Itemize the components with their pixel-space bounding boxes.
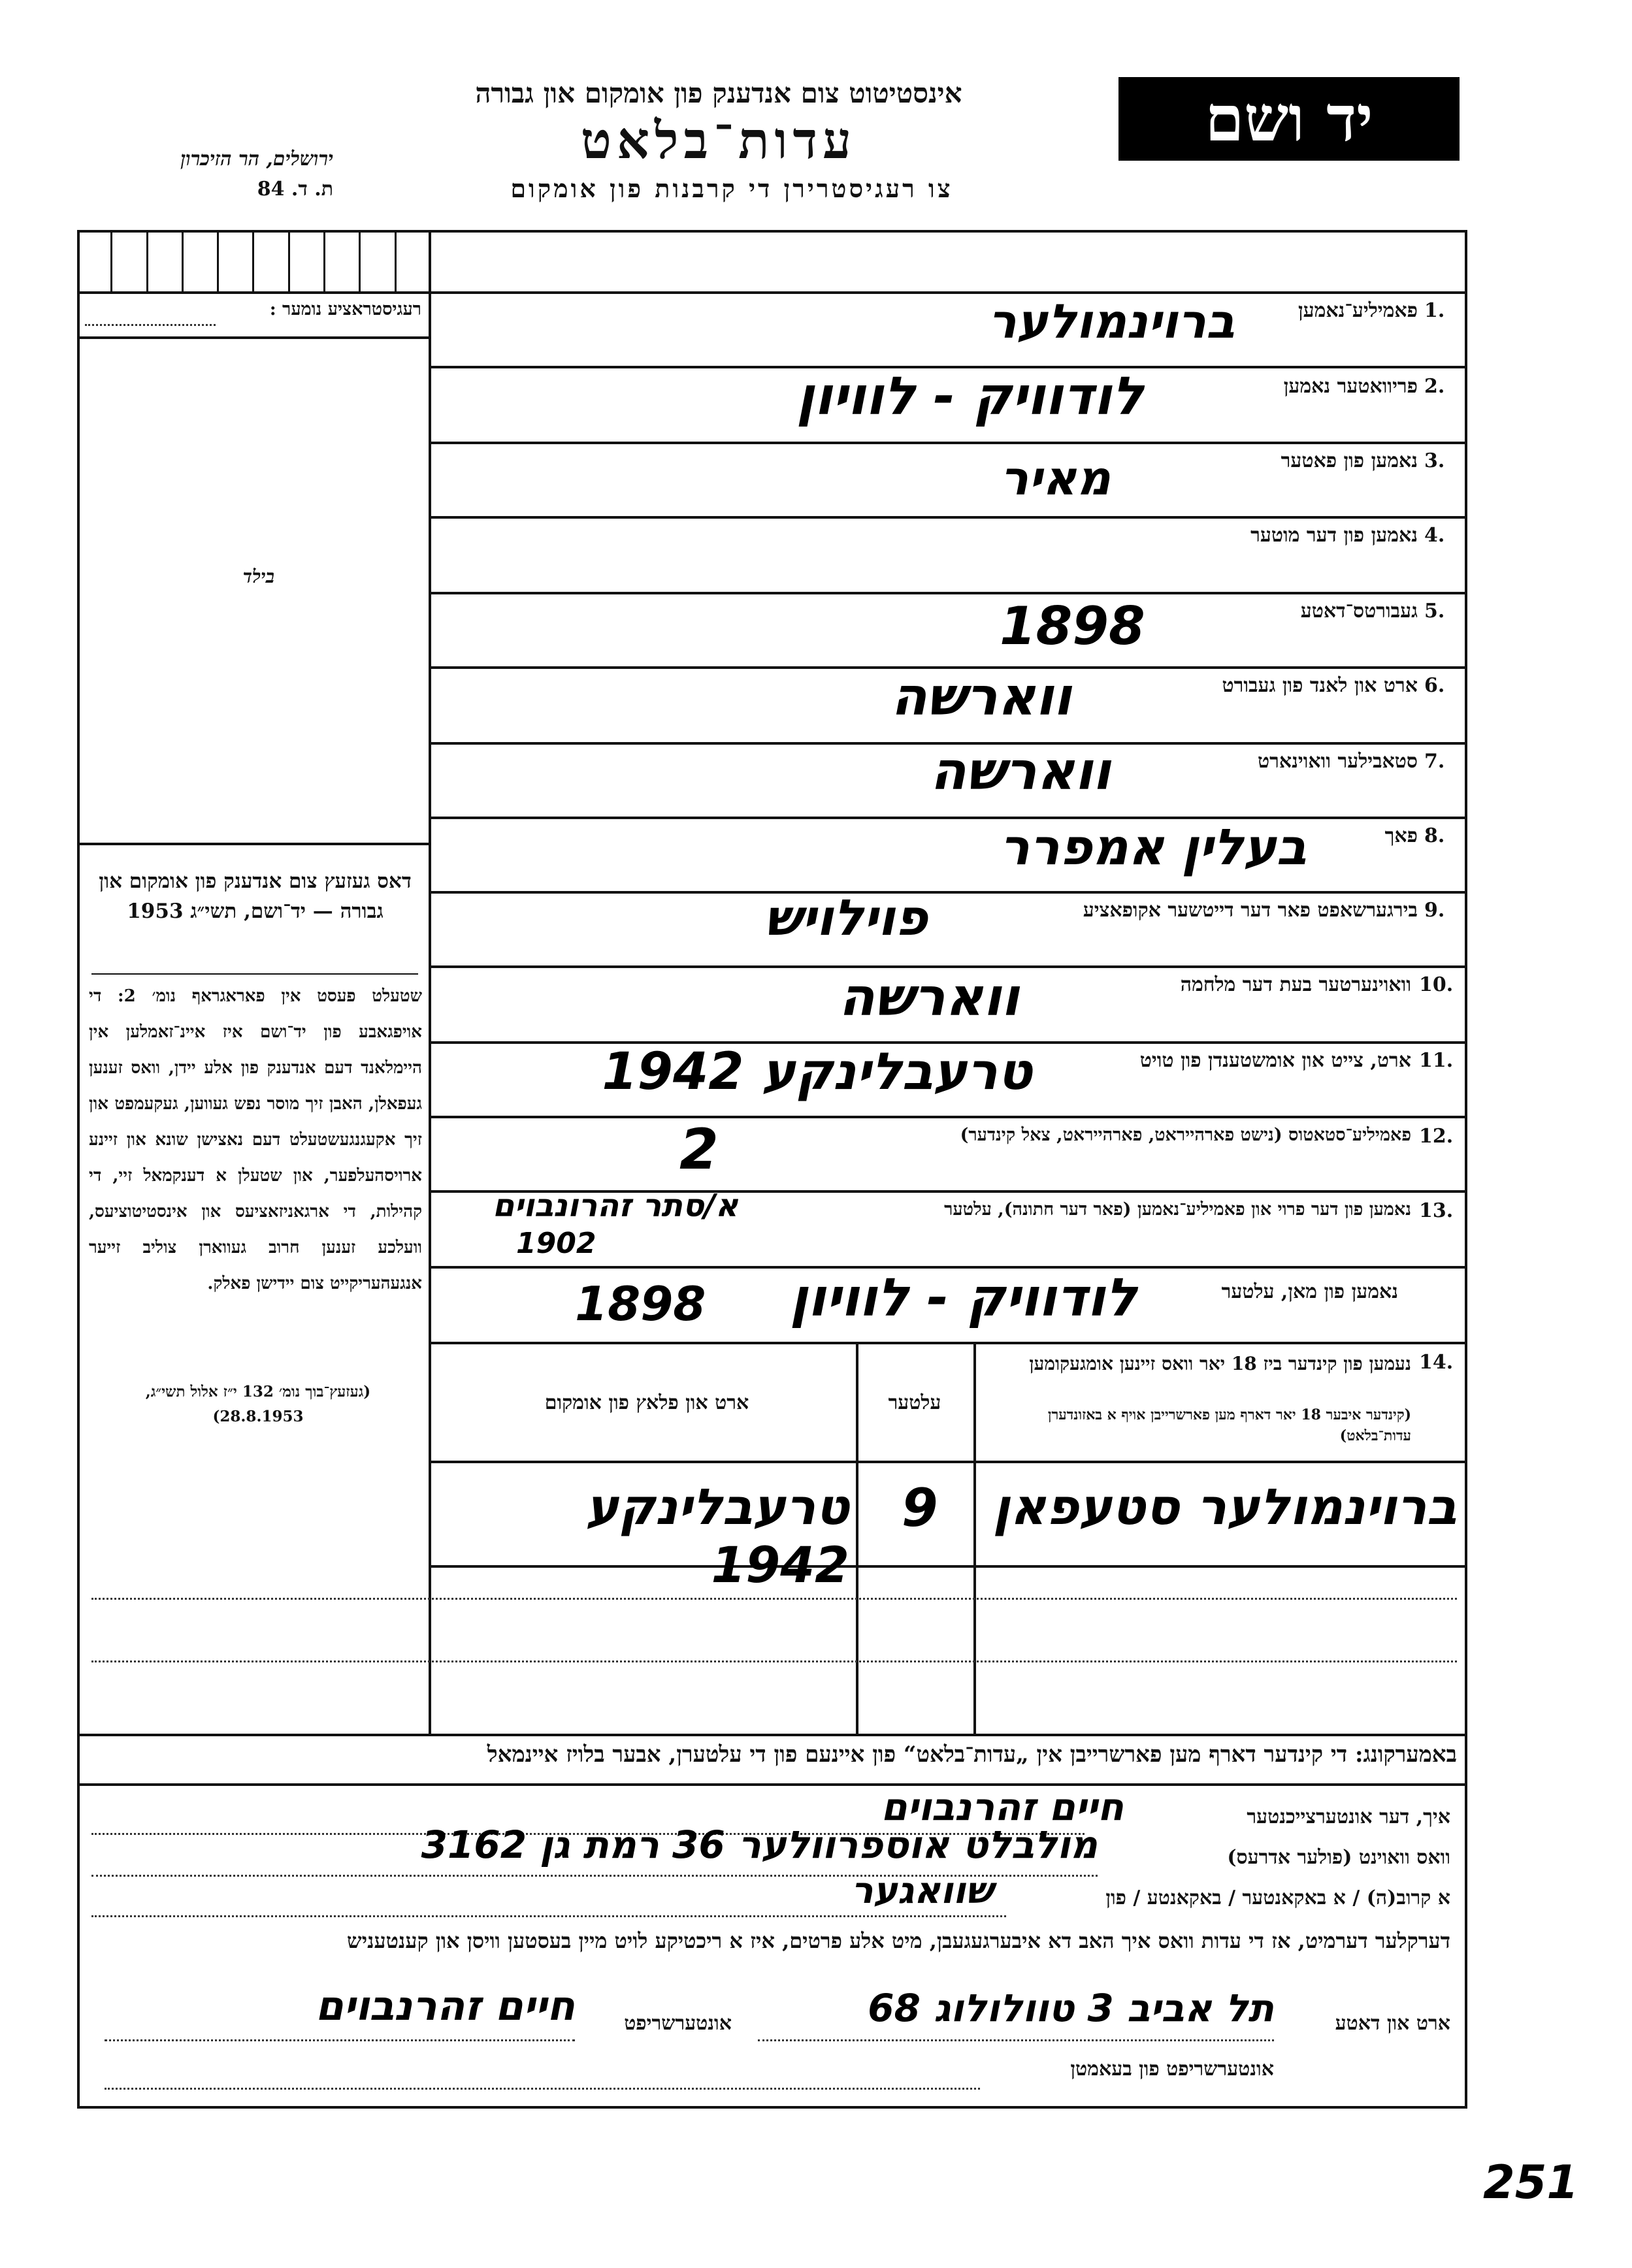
field-3-label: נאמען פון פאטער bbox=[1281, 449, 1418, 472]
place-date-value[interactable]: תל אביב 3 טוולולוג 68 bbox=[868, 1986, 1274, 2030]
declaration-text: דערקלער דערמיט, אז די עדות וואס איך האב דא איבערגעגעבן, מיט אלע פרטים, איז א ריכטיקע לויט מיין בעסטען וויסן און קענטעניש bbox=[347, 1928, 1450, 1953]
field-8-value[interactable]: בעלין אמפרר bbox=[1000, 818, 1307, 876]
field-1-value[interactable]: ברוינמולער bbox=[988, 294, 1235, 349]
address-label: וואס וואוינט (פולער אדרעס) bbox=[1227, 1846, 1450, 1869]
signature-value[interactable]: חיים זהרנבוים bbox=[315, 1982, 575, 2030]
field-10-value[interactable]: ווארשה bbox=[838, 967, 1019, 1028]
address-value[interactable]: מולבלט אוספרוולער 36 רמת גן 3162 bbox=[421, 1822, 1098, 1867]
children-col-age: עלטער bbox=[888, 1391, 941, 1414]
field-10-label: וואוינערטער בעת דער מלחמה bbox=[1180, 973, 1411, 996]
logo-text: יד ושם bbox=[1205, 82, 1373, 155]
page-number: 251 bbox=[1483, 2156, 1579, 2209]
field-13-number: 13. bbox=[1419, 1199, 1454, 1222]
field-13-label: נאמען פון דער פרוי און פאמיליע־נאמען (פאר דער חתונה), עלטער bbox=[944, 1199, 1411, 1220]
field-9-number: 9. bbox=[1424, 899, 1445, 922]
field-13-value[interactable]: א/סתר זהרונבוים bbox=[492, 1188, 738, 1224]
children-label: נעמען פון קינדער ביז 18 יאר וואס זיינען אומגעקומען bbox=[1029, 1353, 1411, 1374]
signature-label: אונטערשריפט bbox=[624, 2012, 732, 2035]
field-7-label: סטאבילער וואוינארט bbox=[1258, 750, 1418, 773]
children-col-place: ארט און פלאץ פון אומקום bbox=[544, 1391, 749, 1414]
field-1-number: 1. bbox=[1424, 299, 1445, 322]
field-6-value[interactable]: ווארשה bbox=[890, 666, 1071, 727]
field-7-value[interactable]: ווארשה bbox=[930, 741, 1111, 802]
children-note: (קינדער איבער 18 יאר דארף מען פארשרייבן אויף א באזונדערן עדות־בלאט) bbox=[1047, 1406, 1411, 1444]
photo-label: בילד bbox=[242, 566, 274, 587]
field-6-label: ארט און לאנד פון געבורט bbox=[1222, 674, 1418, 697]
remark-text: באמערקונג: די קינדער דארף מען פארשרייבן אין „עדות־בלאט“ פון איינעם פון די עלטערן, אבער בלויז איינמאל bbox=[487, 1742, 1457, 1768]
child-1-age[interactable]: 9 bbox=[902, 1478, 938, 1538]
field-2-value[interactable]: לודוויק - לוויון bbox=[796, 366, 1143, 427]
field-1-label: פאמיליע־נאמען bbox=[1297, 299, 1418, 322]
relation-label: א קרוב(ה) / א באקאנטער / באקאנטע / פון bbox=[1105, 1887, 1450, 1909]
field-12-number: 12. bbox=[1419, 1125, 1454, 1148]
location-line: ירושלים, הר הזיכרון bbox=[180, 148, 333, 170]
field-3-number: 3. bbox=[1424, 449, 1445, 472]
field-12-value[interactable]: 2 bbox=[679, 1117, 719, 1182]
field-10-number: 10. bbox=[1419, 973, 1454, 996]
signer-value[interactable]: חיים זהרנבוים bbox=[881, 1785, 1124, 1829]
field-11-number: 11. bbox=[1419, 1049, 1454, 1072]
field-5-number: 5. bbox=[1424, 600, 1445, 623]
yad-vashem-logo bbox=[1118, 77, 1460, 161]
field-5-label: געבורטס־דאטע bbox=[1300, 600, 1418, 623]
law-body: שטעלט פעסט אין פאראגראף נומ׳ 2: די אויפגאבע פון יד־ושם איז איינ־זאמלען אין היימלאנד דעם אנדענק פון אלע יידן, וואס זענען געפאלן, האבן זיך מוסר נפש געווען, געקעמפט און זיך אקעגנגעשטעלט דעם נאצישן שונא און זיינע ארויסהעלפער, און שטעלן א דענקמאל זיי, די קהילות, די ארגאניזאציעס און אינסטיטוציעס, וועלכע זענען חרוב געווארן צוליב זייער אנגעהעריקייט צום יידישן פאלק. bbox=[89, 986, 422, 1293]
relation-value[interactable]: שוואגער bbox=[851, 1870, 993, 1912]
field-13-year[interactable]: 1902 bbox=[516, 1227, 596, 1260]
field-7-number: 7. bbox=[1424, 750, 1445, 773]
left-column-divider bbox=[429, 230, 431, 1734]
law-title: דאס געזעץ צום אנדענק פון אומקום און גבורה — יד־ושם, תשי״ג 1953 bbox=[99, 869, 412, 923]
field-3-value[interactable]: מאיר bbox=[1000, 451, 1111, 506]
field-14-number: 14. bbox=[1419, 1351, 1454, 1374]
po-box: ת. ד. 84 bbox=[257, 178, 333, 201]
law-citation: (געזעץ־בוך נומ׳ 132 י״ז אלול תשי״ג, 28.8.1953) bbox=[145, 1383, 371, 1425]
field-8-number: 8. bbox=[1424, 824, 1445, 847]
field-9-value[interactable]: פוילויש bbox=[764, 888, 928, 947]
field-4-label: נאמען פון דער מוטער bbox=[1250, 524, 1418, 547]
field-11-value[interactable]: טרעבלינקע 1942 bbox=[602, 1043, 1032, 1101]
field-5-value[interactable]: 1898 bbox=[1000, 596, 1145, 656]
child-1-place[interactable]: טרעבלינקע 1942 bbox=[585, 1478, 849, 1594]
husband-label: נאמען פון מאן, עלטער bbox=[1221, 1280, 1398, 1303]
field-2-label: פריוואטער נאמען bbox=[1283, 375, 1418, 398]
field-9-label: בירגערשאפט פאר דער דייטשער אקופאציע bbox=[1083, 899, 1418, 922]
institute-line: אינסטיטוט צום אנדענק פון אומקום און גבורה bbox=[475, 77, 962, 109]
field-11-label: ארט, צייט און אומשטענדן פון טויט bbox=[1139, 1049, 1411, 1072]
husband-year[interactable]: 1898 bbox=[575, 1276, 706, 1331]
signer-label: איך, דער אונטערצייכנטער bbox=[1247, 1806, 1450, 1828]
field-8-label: פאך bbox=[1384, 824, 1418, 847]
place-date-label: ארט און דאטע bbox=[1335, 2012, 1450, 2035]
husband-value[interactable]: לודוויק - לוויון bbox=[790, 1267, 1137, 1328]
form-title: עדות־בלאט bbox=[580, 111, 857, 170]
official-signature-label: אונטערשריפט פון בעאמטן bbox=[1070, 2058, 1274, 2081]
registration-label: רעגיסטראציע נומער : bbox=[269, 299, 421, 319]
registration-boxes bbox=[77, 230, 430, 293]
field-12-label: פאמיליע־סטאטוס (נישט פארהייראט, פארהייראט, צאל קינדער) bbox=[960, 1125, 1411, 1145]
field-4-number: 4. bbox=[1424, 524, 1445, 547]
form-subtitle: צו רעגיסטרירן די קרבנות פון אומקום bbox=[510, 174, 953, 203]
field-2-number: 2. bbox=[1424, 375, 1445, 398]
field-6-number: 6. bbox=[1424, 674, 1445, 697]
child-1-name[interactable]: ברוינמולער סטעפאן bbox=[992, 1478, 1457, 1536]
